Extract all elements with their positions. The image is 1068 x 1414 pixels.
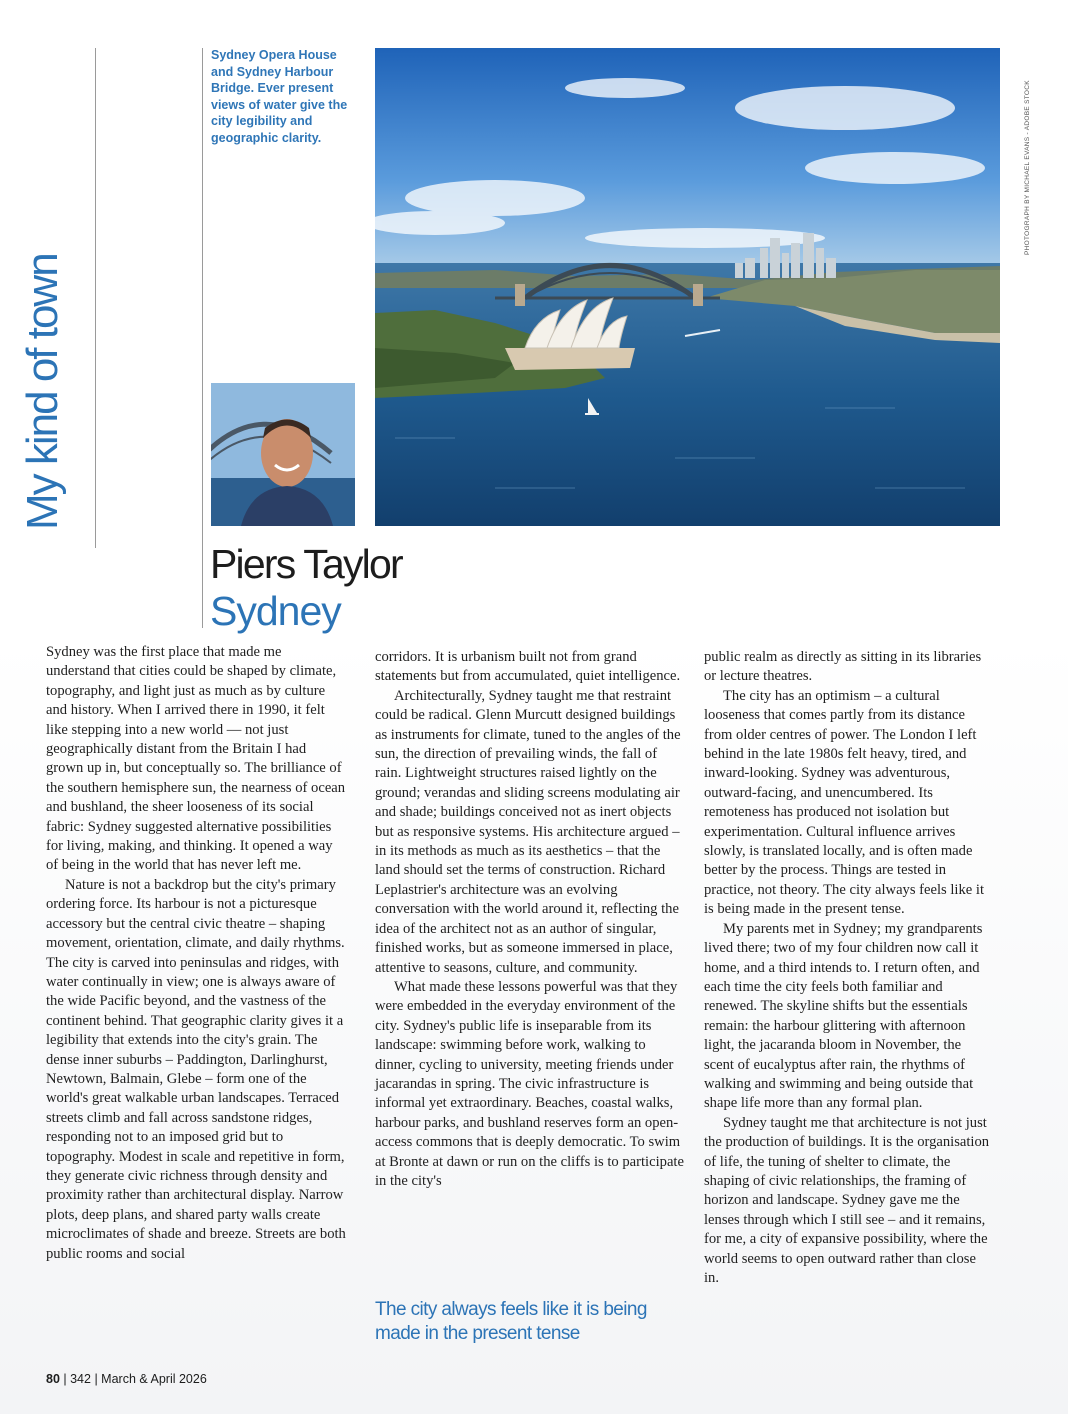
article-paragraph: My parents met in Sydney; my grandparents lived there; two of my four children now call it home, and a third intends to. I return often, and each time the city feels both familiar and renewed. The skyline shifts but the essentials remain: the harbour glittering with afternoon light, the jacaranda bloom in November, the scent of eucalyptus after rain, the rhythms of walking and swimming and being outside that shape life more than any formal plan.: [704, 920, 983, 1112]
page-number: 80: [46, 1372, 60, 1386]
pull-quote: The city always feels like it is being made in the present tense: [375, 1299, 647, 1344]
article-paragraph: Sydney taught me that architecture is not just the production of buildings. It is the organisation of life, the tuning of shelter to climate, the shaping of civic relationships, the framing of horizon and landscape. Sydney gave me the lenses through which I still see – and it remains, for me, a city of expansive possibility, where the world seems to open outward rather than close in.: [704, 1114, 990, 1286]
article-paragraph: What made these lessons powerful was that they were embedded in the everyday environment of the city. Sydney's public life is inseparable from its landscape: swimming before work, walking to dinner, cycling to university, meeting friends under jacarandas in spring. The civic infrastructure is informal yet extraordinary. Beaches, coastal walks, harbour parks, and bushland reserves form an open-access commons that is deeply democratic. To swim at Bronte at dawn or run on the cliffs is to participate in the city's: [375, 978, 684, 1189]
vertical-rule: [202, 48, 203, 628]
article-paragraph: Architecturally, Sydney taught me that restraint could be radical. Glenn Murcutt designed buildings as instruments for climate, tuned to the angles of the sun, the direction of prevailing winds, the fall of rain. Lightweight structures raised lightly on the ground; verandas and sliding screens modulating air and shade; buildings conceived not as inert objects but as responsive systems. His architecture argued – in its methods as much as its aesthetics – that the land should set the terms of construction. Richard Leplastrier's architecture was an evolving conversation with the world around it, reflecting the idea of the architect not as an author of singular, finished works, but as someone immersed in place, attentive to seasons, culture, and community.: [375, 687, 681, 976]
city-name: Sydney: [210, 588, 341, 634]
section-title: My kind of town: [18, 254, 67, 530]
photo-credit: PHOTOGRAPH BY MICHAEL EVANS - ADOBE STOCK: [1024, 80, 1031, 255]
article-column-3: [704, 648, 994, 1288]
photo-caption: Sydney Opera House and Sydney Harbour Bridge. Ever present views of water give the city legibility and geographic clarity.: [211, 48, 348, 145]
article-column-2: [375, 648, 685, 1191]
article-paragraph: corridors. It is urbanism built not from grand statements but from accumulated, quiet intelligence.: [375, 649, 681, 685]
vertical-rule: [95, 48, 96, 548]
article-paragraph: Nature is not a backdrop but the city's primary ordering force. Its harbour is not a picturesque accessory but the central civic theatre – shaping movement, orientation, climate, and daily rhythms. The city is carved into peninsulas and ridges, with water continually in view; one is always aware of the wide Pacific beyond, and the vastness of the continent behind. That geographic clarity gives it a legibility that extends into the city's grain. The dense inner suburbs – Paddington, Darlinghurst, Newtown, Balmain, Glebe – form one of the world's great walkable urban landscapes. Terraced streets climb and fall across sandstone ridges, responding not to an imposed grid but to topography. Modest in scale and repetitive in form, they generate civic richness through density and proximity rather than architectural display. Narrow plots, deep plans, and shared party walls create microclimates of shade and breeze. Streets are both public rooms and social: [46, 876, 346, 1262]
issue-number: 342: [70, 1372, 91, 1386]
article-paragraph: Sydney was the first place that made me understand that cities could be shaped by climate, topography, and light just as much as by culture and history. When I arrived there in 1990, it felt like stepping into a new world — not just geographically distant from the Britain I had grown up in, but conceptually so. The brilliance of the southern hemisphere sun, the nearness of ocean and bushland, the sheer looseness of its social fabric: Sydney suggested alternative possibilities for living, making, and thinking. It opened a way of being in the world that has never left me.: [46, 644, 346, 874]
article-column-1: [46, 643, 346, 1264]
harbour-photo: [375, 48, 1000, 526]
author-name: Piers Taylor: [210, 541, 402, 587]
article-paragraph: The city has an optimism – a cultural looseness that comes partly from its distance from older centres of power. The London I left behind in the late 1980s felt heavy, tired, and inward-looking. Sydney was adventurous, outward-facing, and unencumbered. Its remoteness has produced not isolation but experimentation. Cultural influence arrives slowly, is translated locally, and is often made better by the process. Things are tested in practice, not theory. The city always feels like it is being made in the present tense.: [704, 687, 985, 918]
issue-date: March & April 2026: [101, 1372, 207, 1386]
article-paragraph: public realm as directly as sitting in its libraries or lecture theatres.: [704, 649, 982, 685]
page-footer: 80 | 342 | March & April 2026: [46, 1372, 207, 1386]
author-portrait: [211, 383, 355, 526]
